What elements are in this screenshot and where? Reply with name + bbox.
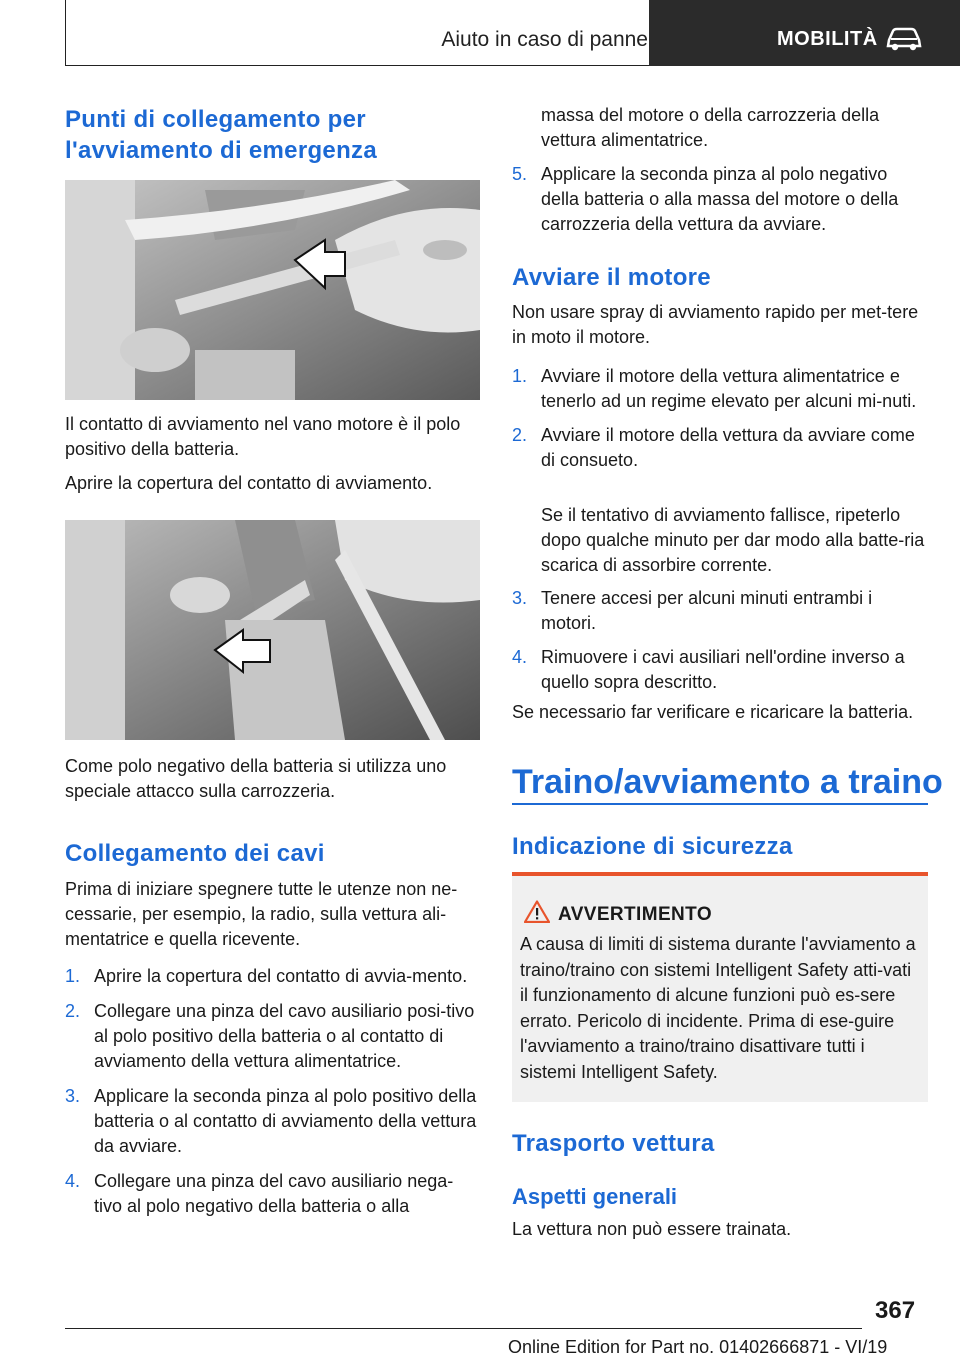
page-number: 367 bbox=[875, 1297, 916, 1324]
heading-cable-connection: Collegamento dei cavi bbox=[65, 840, 325, 867]
footer-edition: Online Edition for Part no. 01402666871 - VI/19 bbox=[508, 1337, 888, 1357]
warning-text: A causa di limiti di sistema durante l'avviamento a traino/traino con sistemi Intelligent Safety atti-vati il funzionamento di alcune funzioni può es-sere errato. Pericolo di incidente. Prima di ese-guire l'avviamento a traino/traino disattivare tutti i sistemi Intelligent Safety. bbox=[520, 934, 916, 1082]
step2-note: Se il tentativo di avviamento fallisce, ripeterlo dopo qualche minuto per dar modo alla batte-ria scarica di assorbire corrente. bbox=[541, 505, 925, 575]
paragraph-positive-pole: Il contatto di avviamento nel vano motore è il polo positivo della batteria. bbox=[65, 414, 461, 459]
list-item: 4. Collegare una pinza del cavo ausiliario nega-tivo al polo negativo della batteria o alla bbox=[65, 1171, 454, 1216]
list-item: 3. Applicare la seconda pinza al polo positivo della batteria o al contatto di avviamento della vettura da avviare. bbox=[65, 1086, 477, 1156]
warning-box bbox=[512, 872, 928, 1102]
list-item: 2. Collegare una pinza del cavo ausiliario posi-tivo al polo positivo della batteria o al contatto di avviamento della vettura alimentatrice. bbox=[65, 1001, 475, 1071]
engine-photo-negative bbox=[65, 520, 480, 740]
cable-steps-list bbox=[65, 964, 480, 1219]
list-item: 1. Aprire la copertura del contatto di avvia-mento. bbox=[65, 966, 468, 986]
list-item: 5. Applicare la seconda pinza al polo negativo della batteria o alla massa del motore o della carrozzeria della vettura da avviare. bbox=[512, 164, 899, 234]
list-item: 4. Rimuovere i cavi ausiliari nell'ordine inverso a quello sopra descritto. bbox=[512, 647, 905, 692]
start-steps-list-continued bbox=[512, 586, 928, 695]
paragraph-no-spray: Non usare spray di avviamento rapido per met-tere in moto il motore. bbox=[512, 302, 919, 347]
paragraph-switch-off: Prima di iniziare spegnere tutte le utenze non ne-cessarie, per esempio, la radio, sulla vettura ali-mentatrice e quella ricevente. bbox=[65, 879, 458, 949]
heading-jump-points: Punti di collegamento per l'avviamento di emergenza bbox=[65, 106, 377, 164]
chapter-badge bbox=[649, 0, 960, 66]
paragraph-open-cover: Aprire la copertura del contatto di avviamento. bbox=[65, 473, 433, 493]
footer-rule bbox=[65, 1328, 862, 1329]
warning-title: AVVERTIMENTO bbox=[558, 904, 712, 925]
paragraph-check-battery: Se necessario far verificare e ricaricare la batteria. bbox=[512, 702, 914, 722]
list-item: 1. Avviare il motore della vettura alimentatrice e tenerlo ad un regime elevato per alcuni mi-nuti. bbox=[512, 366, 917, 411]
step4-continuation: massa del motore o della carrozzeria della vettura alimentatrice. bbox=[541, 105, 880, 150]
car-icon bbox=[885, 26, 923, 57]
list-item: 2. Avviare il motore della vettura da avviare come di consueto. bbox=[512, 425, 915, 470]
paragraph-negative-pole: Come polo negativo della batteria si utilizza uno speciale attacco sulla carrozzeria. bbox=[65, 756, 447, 801]
chapter-badge-label: MOBILITÀ bbox=[777, 28, 878, 50]
heading-underline bbox=[512, 803, 928, 805]
warning-triangle-icon bbox=[524, 900, 550, 928]
heading-towing: Traino/avviamento a traino bbox=[512, 763, 943, 801]
step5-list bbox=[512, 162, 928, 237]
heading-start-engine: Avviare il motore bbox=[512, 264, 711, 291]
header-bottom-rule bbox=[65, 65, 649, 66]
engine-photo-positive bbox=[65, 180, 480, 400]
list-item: 3. Tenere accesi per alcuni minuti entrambi i motori. bbox=[512, 588, 873, 633]
start-steps-list bbox=[512, 364, 928, 473]
heading-safety-note: Indicazione di sicurezza bbox=[512, 833, 793, 860]
header-left-rule bbox=[65, 0, 66, 66]
running-header-section: Aiuto in caso di panne bbox=[441, 28, 648, 51]
heading-vehicle-transport: Trasporto vettura bbox=[512, 1130, 715, 1157]
paragraph-no-tow: La vettura non può essere trainata. bbox=[512, 1219, 792, 1239]
heading-general: Aspetti generali bbox=[512, 1184, 678, 1209]
